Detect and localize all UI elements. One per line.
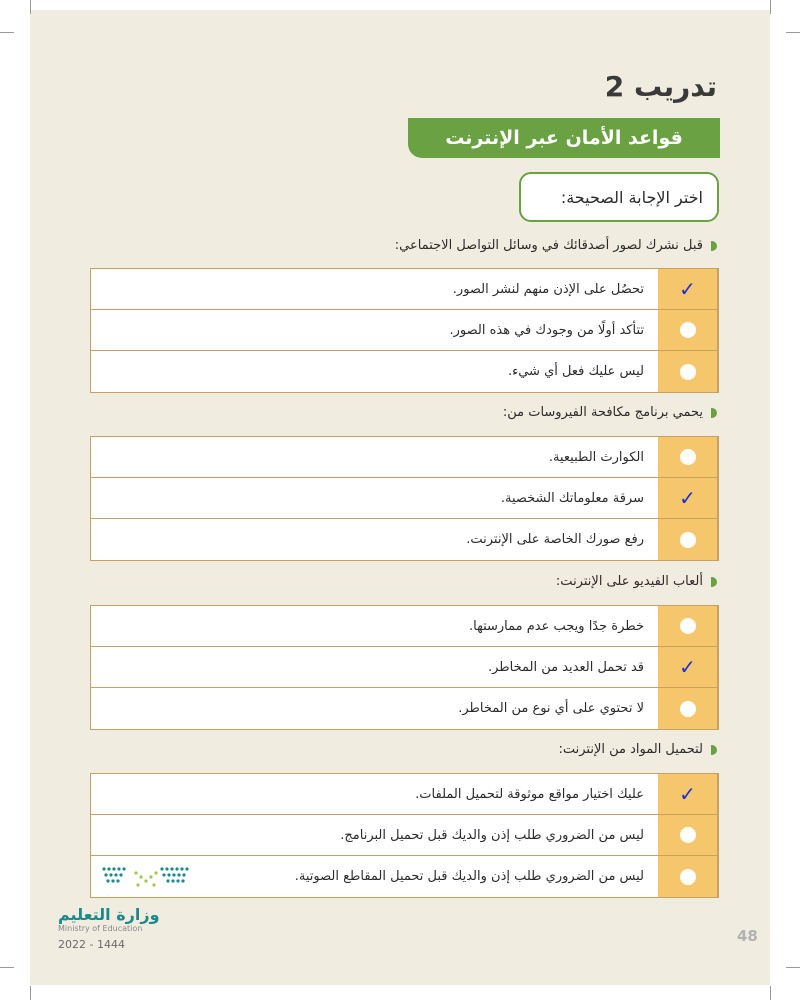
answer-checkbox[interactable] bbox=[658, 310, 718, 350]
answer-text: ليس من الضروري طلب إذن والديك قبل تحميل المقاطع الصوتية. bbox=[91, 856, 658, 897]
crop-mark bbox=[770, 986, 771, 1000]
bullet-icon bbox=[711, 745, 717, 755]
logo-year-text: 2022 - 1444 bbox=[58, 938, 125, 951]
answer-text: تحصُل على الإذن منهم لنشر الصور. bbox=[91, 269, 658, 309]
check-mark-icon: ✓ bbox=[679, 655, 696, 679]
answer-row[interactable] bbox=[91, 774, 718, 815]
answer-row[interactable] bbox=[91, 478, 718, 519]
answer-checkbox[interactable] bbox=[658, 815, 718, 855]
answer-text: الكوارث الطبيعية. bbox=[91, 437, 658, 477]
empty-circle-icon bbox=[680, 322, 696, 338]
exercise-title: تدريب 2 bbox=[604, 70, 717, 103]
answer-text: ليس من الضروري طلب إذن والديك قبل تحميل البرنامج. bbox=[91, 815, 658, 855]
empty-circle-icon bbox=[680, 364, 696, 380]
answer-row[interactable] bbox=[91, 647, 718, 688]
answer-row[interactable] bbox=[91, 519, 718, 560]
crop-mark bbox=[30, 986, 31, 1000]
answer-checkbox[interactable] bbox=[658, 606, 718, 646]
instruction-text: اختر الإجابة الصحيحة: bbox=[560, 187, 703, 207]
answer-row[interactable] bbox=[91, 310, 718, 351]
answer-checkbox[interactable] bbox=[658, 437, 718, 477]
check-mark-icon: ✓ bbox=[679, 782, 696, 806]
answer-text: رفع صورك الخاصة على الإنترنت. bbox=[91, 519, 658, 560]
answer-table bbox=[90, 268, 719, 393]
answer-checkbox[interactable] bbox=[658, 269, 718, 309]
crop-mark bbox=[786, 32, 800, 33]
crop-mark bbox=[770, 0, 771, 14]
answer-row[interactable] bbox=[91, 351, 718, 392]
answer-checkbox[interactable] bbox=[658, 519, 718, 560]
answer-row[interactable] bbox=[91, 688, 718, 729]
empty-circle-icon bbox=[680, 618, 696, 634]
answer-text: قد تحمل العديد من المخاطر. bbox=[91, 647, 658, 687]
bullet-icon bbox=[711, 577, 717, 587]
logo-english-text: Ministry of Education bbox=[58, 924, 143, 933]
question-prompt bbox=[503, 405, 717, 420]
crop-mark bbox=[0, 967, 14, 968]
answer-checkbox[interactable] bbox=[658, 856, 718, 897]
question-prompt bbox=[395, 238, 717, 253]
answer-text: لا تحتوي على أي نوع من المخاطر. bbox=[91, 688, 658, 729]
bullet-icon bbox=[711, 408, 717, 418]
answer-row[interactable] bbox=[91, 606, 718, 647]
ministry-logo bbox=[58, 860, 198, 960]
bullet-icon bbox=[711, 241, 717, 251]
answer-text: عليك اختيار مواقع موثوقة لتحميل الملفات. bbox=[91, 774, 658, 814]
answer-text: سرقة معلوماتك الشخصية. bbox=[91, 478, 658, 518]
answer-row[interactable] bbox=[91, 269, 718, 310]
logo-arabic-text: وزارة التعليم bbox=[58, 905, 160, 924]
answer-checkbox[interactable] bbox=[658, 647, 718, 687]
crop-mark bbox=[786, 967, 800, 968]
question-prompt bbox=[556, 574, 717, 589]
page-number: 48 bbox=[737, 927, 758, 945]
answer-checkbox[interactable] bbox=[658, 774, 718, 814]
question-text: يحمي برنامج مكافحة الفيروسات من: bbox=[502, 405, 703, 420]
answer-checkbox[interactable] bbox=[658, 688, 718, 729]
answer-table bbox=[90, 436, 719, 561]
check-mark-icon: ✓ bbox=[679, 486, 696, 510]
logo-dots-icon bbox=[100, 864, 192, 894]
question-text: ألعاب الفيديو على الإنترنت: bbox=[555, 574, 703, 589]
answer-text: ليس عليك فعل أي شيء. bbox=[91, 351, 658, 392]
crop-mark bbox=[0, 32, 14, 33]
answer-text: خطرة جدًا ويجب عدم ممارستها. bbox=[91, 606, 658, 646]
question-text: قبل نشرك لصور أصدقائك في وسائل التواصل الاجتماعي: bbox=[394, 238, 703, 253]
answer-checkbox[interactable] bbox=[658, 478, 718, 518]
check-mark-icon: ✓ bbox=[679, 277, 696, 301]
empty-circle-icon bbox=[680, 701, 696, 717]
empty-circle-icon bbox=[680, 449, 696, 465]
instruction-box bbox=[519, 172, 719, 222]
section-banner: قواعد الأمان عبر الإنترنت bbox=[408, 118, 720, 158]
answer-checkbox[interactable] bbox=[658, 351, 718, 392]
answer-text: تتأكد أولًا من وجودك في هذه الصور. bbox=[91, 310, 658, 350]
empty-circle-icon bbox=[680, 827, 696, 843]
answer-row[interactable] bbox=[91, 437, 718, 478]
question-text: لتحميل المواد من الإنترنت: bbox=[558, 742, 703, 757]
answer-table bbox=[90, 605, 719, 730]
empty-circle-icon bbox=[680, 532, 696, 548]
question-prompt bbox=[558, 742, 717, 757]
empty-circle-icon bbox=[680, 869, 696, 885]
crop-mark bbox=[30, 0, 31, 14]
answer-row[interactable] bbox=[91, 815, 718, 856]
